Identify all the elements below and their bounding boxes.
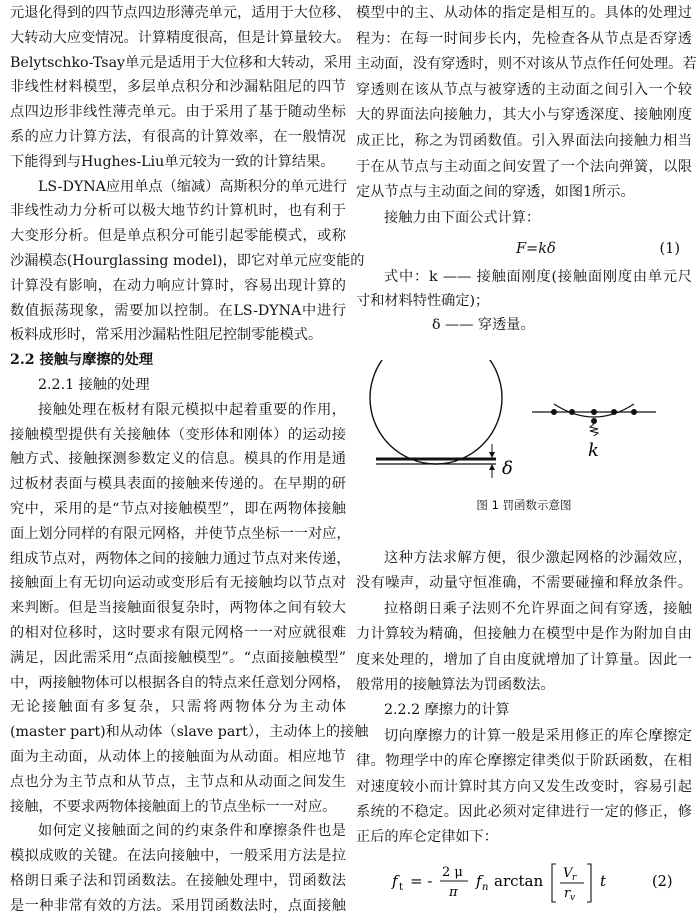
text-line: 是一种非常有效的方法。采用罚函数法时，点面接触 [10, 897, 346, 914]
text-line: 大转动大应变情况。计算精度很高，但是计算量较大。 [10, 29, 351, 46]
text-line: 这种方法求解方便，很少激起网格的沙漏效应， [384, 550, 692, 566]
node-dot [591, 409, 597, 415]
node-dot [631, 409, 637, 415]
text-line: 成正比，称之为罚函数值。引入界面法向接触力相当 [356, 133, 692, 149]
figure-1-caption: 图 1 罚函数示意图 [476, 498, 572, 512]
text-line: 接触模型提供有关接触体（变形体和刚体）的运动接 [10, 426, 346, 443]
eq2-right-bracket [587, 864, 591, 902]
text-line: 的相对位移时，这时要求有限元网格一一对应就很难 [10, 625, 346, 641]
text-line: 2.2.1 接触的处理 [38, 377, 150, 393]
text-line: 程为：在每一时间步长内，先检查各从节点是否穿透 [356, 30, 692, 47]
text-line: 对速度较小而计算时其方向又发生改变时，容易引起 [356, 778, 692, 795]
eq2-lhs-sub: t [399, 882, 404, 893]
text-line: 触方式、接触探测参数定义的信息。模具的作用是通 [10, 451, 346, 468]
text-line: 数值振荡现象，需要加以控制。在LS-DYNA中进行 [10, 302, 346, 319]
text-line: 接触力由下面公式计算： [384, 209, 541, 226]
text-line: 穿透则在该从节点与被穿透的主动面之间引入一个较 [356, 81, 692, 98]
text-line: (master part)和从动体（slave part），主动体上的接触 [10, 724, 369, 741]
text-line: 寸和材料特性确定)； [356, 293, 490, 309]
text-line: 模型中的主、从动体的指定是相互的。具体的处理过 [356, 5, 692, 21]
text-line: 般常用的接触算法为罚函数法。 [356, 677, 555, 693]
text-line: 中，两接触物体可以根据各自的特点来任意划分网格， [10, 674, 351, 691]
text-line: 没有噪声，动量守恒准确，不需要碰撞和释放条件。 [356, 575, 692, 592]
text-line: 究中，采用的是“节点对接触模型”，即在两物体接触 [10, 501, 346, 517]
eq2-number: (2) [652, 874, 673, 890]
text-line: 来判断。但是当接触面很复杂时，两物体之间有较大 [10, 600, 346, 617]
section-heading: 2.2 接触与摩擦的处理 [10, 352, 154, 369]
eq2-left-bracket [552, 864, 556, 902]
text-line: 2.2.2 摩擦力的计算 [384, 702, 510, 719]
eq2-lhs: f [392, 872, 398, 890]
text-line: 正后的库仑定律如下： [356, 829, 498, 846]
node-dot [569, 409, 575, 415]
node-dot [611, 409, 617, 415]
text-line: LS-DYNA应用单点（缩减）高斯积分的单元进行 [38, 178, 348, 195]
text-line: 计算没有影响，在动力响应计算时，容易出现计算的 [10, 277, 346, 294]
equation-2 [356, 856, 692, 908]
text-line: 力计算较为精确，但接触力在模型中是作为附加自由 [356, 626, 692, 643]
slave-node-dot [591, 418, 597, 424]
text-line: Belytschko-Tsay单元是适用于大位移和大转动，采用 [10, 54, 353, 71]
delta-arrowhead-bottom [489, 464, 495, 470]
eq2-fn-sub: n [482, 882, 489, 893]
eq2-inner-den: r [564, 886, 571, 901]
text-line: 沙漏模态(Hourglassing model)，即它对单元应变能的 [10, 253, 365, 269]
text-line: 式中：k —— 接触面刚度(接触面刚度由单元尺 [384, 269, 692, 285]
eq2-tail: t [600, 872, 607, 890]
text-line: 律。物理学中的库仑摩擦定律类似于阶跃函数，在相 [356, 753, 692, 770]
node-dot [551, 409, 557, 415]
text-line: 度来处理的，增加了自由度就增加了计算量。因此一 [356, 651, 692, 668]
text-line: δ —— 穿透量。 [432, 317, 535, 333]
eq2-inner-num: V [563, 866, 573, 881]
text-line: 板料成形时，常采用沙漏粘性阻尼控制零能模式。 [10, 327, 323, 344]
text-line: 过板材表面与模具表面的接触来传递的。在早期的研 [10, 476, 346, 493]
text-line: 下能得到与Hughes-Liu单元较为一致的计算结果。 [10, 153, 335, 170]
text-line: 非线性动力分析可以极大地节约计算机时，也有利于 [10, 203, 346, 220]
text-line: 于在从节点与主动面之间安置了一个法向弹簧，以限 [356, 158, 692, 175]
penalty-function-diagram [356, 360, 692, 500]
text-line: 满足，因此需采用“点面接触模型”。“点面接触模型” [10, 649, 346, 666]
equation-1 [356, 234, 692, 264]
text-line: 点也分为主节点和从节点，主节点和从动面之间发生 [10, 773, 346, 790]
delta-label: δ [502, 458, 513, 479]
text-line: 面为主动面，从动体上的接触面为从动面。相应地节 [10, 749, 346, 765]
text-line: 面上划分同样的有限元网格，并使节点坐标一一对应， [10, 525, 351, 542]
text-line: 如何定义接触面之间的约束条件和摩擦条件也是 [38, 823, 346, 840]
eq2-equals: = - [410, 872, 433, 890]
figure-1-penalty-diagram [356, 360, 692, 520]
equation-1-number: (1) [659, 241, 680, 257]
text-line: 系统的不稳定。因此必须对定律进行一定的修正，修 [356, 804, 692, 820]
text-line: 组成节点对，两物体之间的接触力通过节点对来传递， [10, 550, 351, 567]
text-line: 切向摩擦力的计算一般是采用修正的库仑摩擦定 [384, 727, 692, 744]
text-line: 元退化得到的四节点四边形薄壳单元，适用于大位移、 [10, 5, 351, 21]
text-line: 系的应力计算方法，有很高的计算效率，在一般情况 [10, 129, 346, 145]
text-line: 大的界面法向接触力，其大小与穿透深度、接触刚度 [356, 107, 692, 124]
eq2-inner-den-sub: v [570, 893, 576, 903]
equation-2-svg [356, 856, 692, 908]
eq2-inner-num-sub: r [572, 873, 577, 883]
eq2-fn: f [476, 872, 482, 890]
text-line: 模拟成败的关键。在法向接触中，一般采用方法是拉 [10, 848, 346, 865]
eq2-denominator: π [449, 885, 458, 900]
text-line: 接触面上有无切向运动或变形后有无接触均以节点对 [10, 575, 346, 592]
text-line: 拉格朗日乘子法则不允许界面之间有穿透，接触 [384, 600, 692, 617]
text-line: 点四边形非线性薄壳单元。由于采用了基于随动坐标 [10, 104, 346, 121]
eq2-numerator: 2 μ [442, 865, 463, 880]
text-line: 主动面，没有穿透时，则不对该从节点作任何处理。若 [356, 56, 697, 73]
equation-1-expression: F=kδ [516, 241, 556, 257]
master-body-circle [370, 360, 502, 464]
text-line: 无论接触面有多复杂，只需将两物体分为主动体 [10, 699, 346, 716]
k-label: k [588, 440, 599, 461]
text-line: 非线性材料模型，多层单点积分和沙漏粘阻尼的四节 [10, 79, 346, 96]
spring-icon [590, 424, 598, 436]
text-line: 格朗日乘子法和罚函数法。在接触处理中，罚函数法 [10, 873, 346, 889]
delta-arrowhead-top [489, 452, 495, 458]
eq2-function: arctan [494, 872, 544, 890]
text-line: 定从节点与主动面之间的穿透，如图1所示。 [356, 184, 635, 201]
text-line: 接触，不要求两物体接触面上的节点坐标一一对应。 [10, 798, 337, 815]
text-line: 接触处理在板材有限元模拟中起着重要的作用， [38, 401, 346, 418]
text-line: 大变形分析。但是单点积分可能引起零能模式，或称 [10, 228, 346, 245]
